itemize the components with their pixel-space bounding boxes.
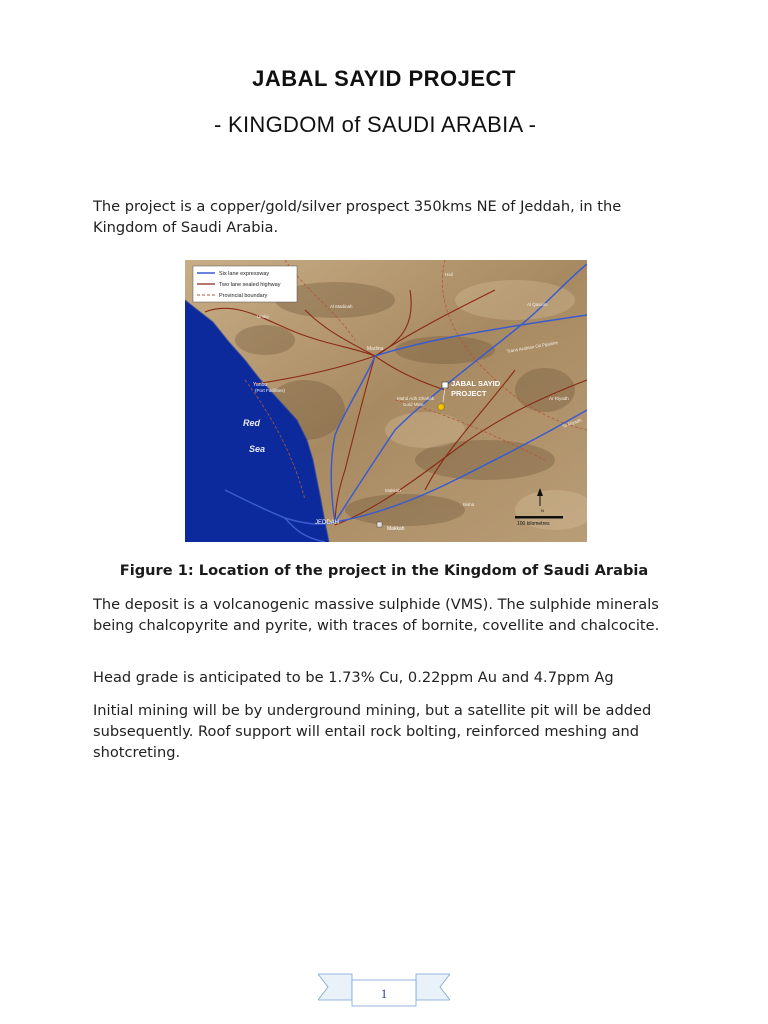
north-label: N [541, 508, 544, 513]
ar-riyadh-label: Ar Riyadh [549, 396, 569, 401]
head-grade-paragraph: Head grade is anticipated to be 1.73% Cu, 0.22ppm Au and 4.7ppm Ag [93, 669, 614, 686]
project-label-2: PROJECT [451, 389, 487, 398]
yanbu-note: (Port Facilities) [255, 388, 286, 393]
bisha-label: Bisha [463, 502, 475, 507]
hail-label: Hail [445, 272, 453, 277]
intro-paragraph: The project is a copper/gold/silver prospect 350kms NE of Jeddah, in the Kingdom of Saudi Arabia. [93, 198, 622, 236]
figure-caption: Figure 1: Location of the project in the Kingdom of Saudi Arabia [119, 562, 649, 579]
red-sea-label-2: Sea [249, 444, 266, 454]
makkah-label: Makkah [387, 526, 405, 532]
red-sea-label-1: Red [243, 418, 261, 428]
map-legend [193, 266, 297, 302]
yanbu-label: Yanbu [253, 382, 268, 388]
page-number: 1 [380, 986, 388, 1001]
project-label-1: JABAL SAYID [451, 379, 501, 388]
umluj-label: Umluj [257, 314, 269, 319]
legend-expressway: Six lane expressway [219, 271, 270, 277]
to-riyadh-label: To Riyadh [561, 417, 583, 429]
deposit-paragraph: The deposit is a volcanogenic massive sulphide (VMS). The sulphide minerals being chalcopyrite and pyrite, with traces of bornite, covellite and chalcocite. [93, 596, 660, 634]
jeddah-label: JEDDAH [315, 520, 340, 526]
location-map-graphic [185, 260, 587, 542]
al-madinah-label: Al Madinah [330, 304, 353, 309]
location-map [185, 260, 587, 542]
page-number-ribbon [318, 970, 450, 1010]
mahd-note: Gold Mine [403, 402, 424, 407]
mining-paragraph: Initial mining will be by underground mining, but a satellite pit will be added subsequently. Roof support will entail rock bolting, reinforced meshing and shotcreting. [93, 702, 652, 761]
madina-label: Madina [367, 346, 384, 352]
legend-boundary: Provincial boundary [219, 293, 268, 299]
makkah-province-label: Makkah [385, 488, 401, 493]
document-subtitle: - KINGDOM of SAUDI ARABIA - [214, 112, 537, 137]
legend-highway: Two lane sealed highway [219, 282, 281, 288]
pipeline-label: Trans Arabian Oil Pipeline [506, 340, 559, 354]
al-qassim-label: Al Qassim [527, 302, 548, 307]
mahd-label: Mahd Adh Dhahab [397, 396, 435, 401]
document-title: JABAL SAYID PROJECT [252, 66, 516, 91]
scale-label: 100 kilometres [517, 521, 550, 527]
